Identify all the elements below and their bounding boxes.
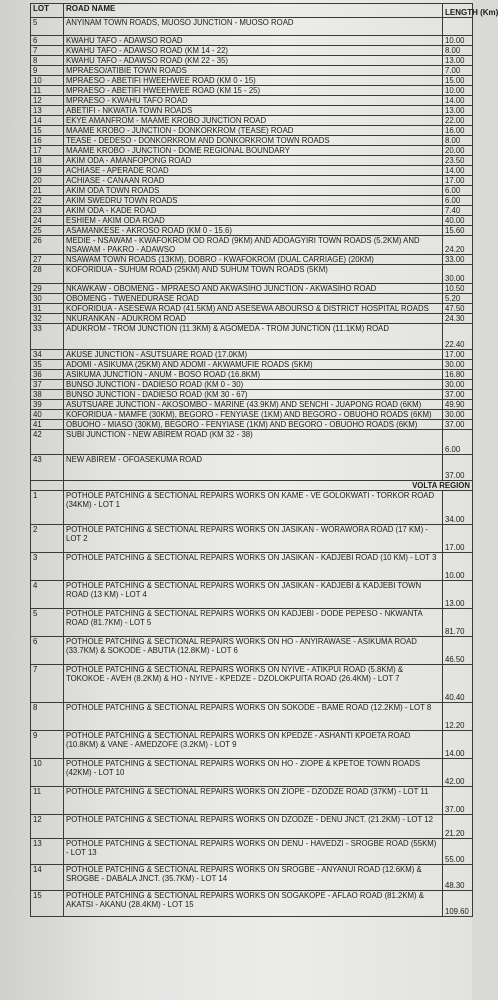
road-name-cell: BUNSO JUNCTION - DADIESO ROAD (KM 0 - 30): [64, 380, 443, 390]
lot-cell: 3: [31, 553, 64, 581]
road-name-cell: MEDIE - NSAWAM - KWAFOKROM OD ROAD (9KM) AND ADOAGYIRI TOWN ROADS (5.2KM) AND NSAWAM - PAKRO - ADAWSO: [64, 236, 443, 255]
table-row: [31, 420, 473, 430]
table-row: [31, 265, 473, 284]
lot-cell: 33: [31, 324, 64, 350]
road-name-cell: POTHOLE PATCHING & SECTIONAL REPAIRS WORKS ON KADJEBI - DODE PEPESO - NKWANTA ROAD (81.7KM) - LOT 5: [64, 609, 443, 637]
lot-cell: 28: [31, 265, 64, 284]
length-cell: 24.30: [443, 314, 473, 324]
table-row: [31, 787, 473, 815]
length-cell: 16.80: [443, 370, 473, 380]
table-row: [31, 891, 473, 917]
road-name-cell: BUNSO JUNCTION - DADIESO ROAD (KM 30 - 67): [64, 390, 443, 400]
road-name-cell: POTHOLE PATCHING & SECTIONAL REPAIRS WORKS ON JASIKAN - KADJEBI ROAD (10 KM) - LOT 3: [64, 553, 443, 581]
table-row: [31, 206, 473, 216]
table-row: [31, 370, 473, 380]
table-row: [31, 166, 473, 176]
road-name-cell: OBOMENG - TWENEDURASE ROAD: [64, 294, 443, 304]
table-row: [31, 86, 473, 96]
road-name-cell: AKUSE JUNCTION - ASUTSUARE ROAD (17.0KM): [64, 350, 443, 360]
length-cell: 13.00: [443, 106, 473, 116]
length-cell: 10.00: [443, 553, 473, 581]
table-row: [31, 314, 473, 324]
table-row: [31, 350, 473, 360]
lot-cell: 8: [31, 56, 64, 66]
road-name-cell: POTHOLE PATCHING & SECTIONAL REPAIRS WORKS ON SOKODE - BAME ROAD (12.2KM) - LOT 8: [64, 703, 443, 731]
table-row: [31, 294, 473, 304]
road-name-cell: KOFORIDUA - MAMFE (30KM), BEGORO - FENYIASE (1KM) AND BEGORO - OBUOHO ROADS (6KM): [64, 410, 443, 420]
lot-column-header: LOT: [31, 4, 64, 18]
table-row: [31, 553, 473, 581]
length-cell: 55.00: [443, 839, 473, 865]
lot-cell: 39: [31, 400, 64, 410]
road-name-cell: MPRAESO - ABETIFI HWEEHWEE ROAD (KM 0 - 15): [64, 76, 443, 86]
lot-cell: 32: [31, 314, 64, 324]
table-row: [31, 525, 473, 553]
table-row: [31, 156, 473, 166]
lot-cell: 21: [31, 186, 64, 196]
length-cell: 37.00: [443, 455, 473, 481]
road-name-cell: AKIM ODA - AMANFOPONG ROAD: [64, 156, 443, 166]
table-row: [31, 66, 473, 76]
table-row: [31, 759, 473, 787]
road-name-cell: ADUKROM - TROM JUNCTION (11.3KM) & AGOMEDA - TROM JUNCTION (11.1KM) ROAD: [64, 324, 443, 350]
lot-cell: 10: [31, 76, 64, 86]
road-name-cell: POTHOLE PATCHING & SECTIONAL REPAIRS WORKS ON DENU - HAVEDZI - SROGBE ROAD (55KM) - LOT 13: [64, 839, 443, 865]
lot-cell: 34: [31, 350, 64, 360]
road-name-cell: POTHOLE PATCHING & SECTIONAL REPAIRS WORKS ON SROGBE - ANYANUI ROAD (12.6KM) & SROGBE - DABALA JNCT. (35.7KM) - LOT 14: [64, 865, 443, 891]
road-name-cell: POTHOLE PATCHING & SECTIONAL REPAIRS WORKS ON KAME - VE GOLOKWATI - TORKOR ROAD (34KM) - LOT 1: [64, 491, 443, 525]
lot-cell: 19: [31, 166, 64, 176]
lot-cell: 20: [31, 176, 64, 186]
eastern-region-rows: [31, 18, 473, 481]
road-name-cell: AKIM SWEDRU TOWN ROADS: [64, 196, 443, 206]
lot-cell: 14: [31, 865, 64, 891]
table-row: [31, 226, 473, 236]
lot-cell: 4: [31, 581, 64, 609]
length-cell: 10.50: [443, 284, 473, 294]
table-row: [31, 581, 473, 609]
lot-cell: 6: [31, 36, 64, 46]
road-name-cell: KWAHU TAFO - ADAWSO ROAD (KM 22 - 35): [64, 56, 443, 66]
length-cell: 15.60: [443, 226, 473, 236]
length-cell: 21.20: [443, 815, 473, 839]
table-row: [31, 839, 473, 865]
road-name-cell: MPRAESO - KWAHU TAFO ROAD: [64, 96, 443, 106]
table-row: [31, 865, 473, 891]
table-row: [31, 380, 473, 390]
length-cell: 81.70: [443, 609, 473, 637]
table-row: [31, 56, 473, 66]
lot-cell: 43: [31, 455, 64, 481]
table-row: [31, 410, 473, 420]
road-name-cell: POTHOLE PATCHING & SECTIONAL REPAIRS WORKS ON HO - ZIOPE & KPETOE TOWN ROADS (42KM) - LOT 10: [64, 759, 443, 787]
table-row: [31, 116, 473, 126]
length-cell: 5.20: [443, 294, 473, 304]
length-cell: 10.00: [443, 86, 473, 96]
lot-cell: 38: [31, 390, 64, 400]
table-row: [31, 815, 473, 839]
lot-cell: 5: [31, 18, 64, 36]
length-cell: 47.50: [443, 304, 473, 314]
table-row: [31, 46, 473, 56]
lot-cell: 41: [31, 420, 64, 430]
length-cell: 20.00: [443, 146, 473, 156]
length-cell: 8.00: [443, 136, 473, 146]
table-row: [31, 76, 473, 86]
road-name-cell: EKYE AMANFROM - MAAME KROBO JUNCTION ROAD: [64, 116, 443, 126]
table-row: [31, 609, 473, 637]
road-name-cell: TEASE - DEDESO - DONKORKROM AND DONKORKROM TOWN ROADS: [64, 136, 443, 146]
length-cell: 15.00: [443, 76, 473, 86]
road-name-cell: POTHOLE PATCHING & SECTIONAL REPAIRS WORKS ON ZIOPE - DZODZE ROAD (37KM) - LOT 11: [64, 787, 443, 815]
length-cell: 14.00: [443, 96, 473, 106]
road-name-cell: OBUOHO - MIASO (30KM), BEGORO - FENYIASE (1KM) AND BEGORO - OBUOHO ROADS (6KM): [64, 420, 443, 430]
length-cell: 37.00: [443, 787, 473, 815]
length-cell: 22.00: [443, 116, 473, 126]
length-cell: 30.00: [443, 380, 473, 390]
table-row: [31, 146, 473, 156]
table-header-row: [31, 4, 473, 18]
length-cell: 17.00: [443, 176, 473, 186]
length-cell: 34.00: [443, 491, 473, 525]
table-row: [31, 455, 473, 481]
road-name-cell: POTHOLE PATCHING & SECTIONAL REPAIRS WORKS ON JASIKAN - WORAWORA ROAD (17 KM) - LOT 2: [64, 525, 443, 553]
road-lots-table: [30, 3, 498, 917]
length-cell: 30.00: [443, 265, 473, 284]
road-name-cell: NEW ABIREM - OFOASEKUMA ROAD: [64, 455, 443, 481]
length-cell: 30.00: [443, 410, 473, 420]
lot-cell: 6: [31, 637, 64, 665]
length-cell: 46.50: [443, 637, 473, 665]
volta-region-label: VOLTA REGION: [64, 481, 473, 491]
lot-cell: 27: [31, 255, 64, 265]
lot-cell: 16: [31, 136, 64, 146]
road-name-cell: MAAME KROBO - JUNCTION - DONKORKROM (TEASE) ROAD: [64, 126, 443, 136]
road-name-cell: ANYINAM TOWN ROADS, MUOSO JUNCTION - MUOSO ROAD: [64, 18, 443, 36]
table-row: [31, 731, 473, 759]
lot-cell: 15: [31, 891, 64, 917]
road-name-cell: MPRAESO/ATIBIE TOWN ROADS: [64, 66, 443, 76]
table-row: [31, 430, 473, 455]
road-name-cell: ASIKUMA JUNCTION - ANUM - BOSO ROAD (16.8KM): [64, 370, 443, 380]
table-row: [31, 126, 473, 136]
table-row: [31, 360, 473, 370]
volta-region-rows: [31, 491, 473, 917]
road-name-cell: KWAHU TAFO - ADAWSO ROAD (KM 14 - 22): [64, 46, 443, 56]
road-name-cell: AKIM ODA - KADE ROAD: [64, 206, 443, 216]
lot-cell: 14: [31, 116, 64, 126]
length-cell: 22.40: [443, 324, 473, 350]
lot-cell: 25: [31, 226, 64, 236]
length-cell: 37.00: [443, 390, 473, 400]
lot-cell: 22: [31, 196, 64, 206]
lot-cell: 10: [31, 759, 64, 787]
table-row: [31, 304, 473, 314]
length-cell: 14.00: [443, 731, 473, 759]
lot-cell: 5: [31, 609, 64, 637]
lot-cell: 2: [31, 525, 64, 553]
road-name-cell: KWAHU TAFO - ADAWSO ROAD: [64, 36, 443, 46]
lot-cell: 12: [31, 815, 64, 839]
table-row: [31, 284, 473, 294]
lot-cell: 35: [31, 360, 64, 370]
lot-cell: 13: [31, 106, 64, 116]
length-cell: 17.00: [443, 525, 473, 553]
lot-cell: 15: [31, 126, 64, 136]
lot-cell: 12: [31, 96, 64, 106]
table-row: [31, 96, 473, 106]
road-name-cell: KOFORIDUA - ASESEWA ROAD (41.5KM) AND ASESEWA ABOURSO & DISTRICT HOSPITAL ROADS: [64, 304, 443, 314]
road-name-cell: ADOMI - ASIKUMA (25KM) AND ADOMI - AKWAMUFIE ROADS (5KM): [64, 360, 443, 370]
road-name-cell: ACHIASE - CANAAN ROAD: [64, 176, 443, 186]
road-name-cell: POTHOLE PATCHING & SECTIONAL REPAIRS WORKS ON JASIKAN - KADJEBI & KADJEBI TOWN ROAD (13 KM) - LOT 4: [64, 581, 443, 609]
length-cell: 30.00: [443, 360, 473, 370]
road-name-cell: POTHOLE PATCHING & SECTIONAL REPAIRS WORKS ON HO - ANYIRAWASE - ASIKUMA ROAD (33.7KM) & SOKODE - ABUTIA (12.8KM) - LOT 6: [64, 637, 443, 665]
lot-cell: 30: [31, 294, 64, 304]
lot-cell: 31: [31, 304, 64, 314]
lot-cell: 40: [31, 410, 64, 420]
lot-cell: 18: [31, 156, 64, 166]
table-row: [31, 36, 473, 46]
lot-cell: 24: [31, 216, 64, 226]
road-name-cell: NKAWKAW - OBOMENG - MPRAESO AND AKWASIHO JUNCTION - AKWASIHO ROAD: [64, 284, 443, 294]
length-cell: 23.50: [443, 156, 473, 166]
region-header-row: [31, 481, 473, 491]
lot-cell: 37: [31, 380, 64, 390]
length-cell: 7.00: [443, 66, 473, 76]
length-cell: 40.40: [443, 665, 473, 703]
length-cell: 17.00: [443, 350, 473, 360]
road-name-cell: POTHOLE PATCHING & SECTIONAL REPAIRS WORKS ON NYIVE - ATIKPUI ROAD (5.8KM) & TOKOKOE - AVEH (8.2KM) & HO - NYIVE - KPEDZE - DZOLOKPUITA ROAD (26.4KM) - LOT 7: [64, 665, 443, 703]
length-cell: 6.00: [443, 196, 473, 206]
length-cell: 16.00: [443, 126, 473, 136]
road-name-cell: POTHOLE PATCHING & SECTIONAL REPAIRS WORKS ON KPEDZE - ASHANTI KPOETA ROAD (10.8KM) & VANE - AMEDZOFE (3.2KM) - LOT 9: [64, 731, 443, 759]
length-cell: 48.30: [443, 865, 473, 891]
length-cell: 6.00: [443, 186, 473, 196]
table-row: [31, 255, 473, 265]
length-cell: 40.00: [443, 216, 473, 226]
table-row: [31, 18, 473, 36]
table-row: [31, 106, 473, 116]
table-row: [31, 136, 473, 146]
length-cell: 13.00: [443, 56, 473, 66]
road-name-cell: KOFORIDUA - SUHUM ROAD (25KM) AND SUHUM TOWN ROADS (5KM): [64, 265, 443, 284]
length-cell: 6.00: [443, 430, 473, 455]
road-name-cell: POTHOLE PATCHING & SECTIONAL REPAIRS WORKS ON DZODZE - DENU JNCT. (21.2KM) - LOT 12: [64, 815, 443, 839]
lot-cell: 1: [31, 491, 64, 525]
lot-cell: 9: [31, 66, 64, 76]
table-row: [31, 196, 473, 206]
road-name-cell: MAAME KROBO - JUNCTION - DOME REGIONAL BOUNDARY: [64, 146, 443, 156]
length-cell: 12.20: [443, 703, 473, 731]
lot-cell: 42: [31, 430, 64, 455]
road-name-cell: NSAWAM TOWN ROADS (13KM), DOBRO - KWAFOKROM (DUAL CARRIAGE) (20KM): [64, 255, 443, 265]
table-row: [31, 176, 473, 186]
road-name-cell: NKURANKAN - ADUKROM ROAD: [64, 314, 443, 324]
length-cell: 14.00: [443, 166, 473, 176]
length-cell: 8.00: [443, 46, 473, 56]
table-row: [31, 216, 473, 226]
lot-cell: 8: [31, 703, 64, 731]
table-row: [31, 703, 473, 731]
length-cell: 7.40: [443, 206, 473, 216]
length-cell: [443, 18, 473, 36]
road-name-cell: ESHIEM - AKIM ODA ROAD: [64, 216, 443, 226]
road-name-cell: MPRAESO - ABETIFI HWEEHWEE ROAD (KM 15 - 25): [64, 86, 443, 96]
road-name-cell: AKIM ODA TOWN ROADS: [64, 186, 443, 196]
length-cell: 37.00: [443, 420, 473, 430]
length-cell: 10.00: [443, 36, 473, 46]
length-cell: 13.00: [443, 581, 473, 609]
table-row: [31, 186, 473, 196]
table-row: [31, 324, 473, 350]
lot-cell: 9: [31, 731, 64, 759]
road-name-cell: POTHOLE PATCHING & SECTIONAL REPAIRS WORKS ON SOGAKOPE - AFLAO ROAD (81.2KM) & AKATSI - AKANU (28.4KM) - LOT 15: [64, 891, 443, 917]
lot-cell: 26: [31, 236, 64, 255]
lot-cell: 13: [31, 839, 64, 865]
lot-cell: 7: [31, 46, 64, 56]
lot-cell: 23: [31, 206, 64, 216]
region-spacer: [31, 481, 64, 491]
road-name-column-header: ROAD NAME: [64, 4, 443, 18]
length-cell: 109.60: [443, 891, 473, 917]
table-row: [31, 665, 473, 703]
road-name-cell: ACHIASE - APERADE ROAD: [64, 166, 443, 176]
length-column-header: LENGTH (Km): [443, 4, 473, 18]
lot-cell: 7: [31, 665, 64, 703]
table-row: [31, 236, 473, 255]
lot-cell: 29: [31, 284, 64, 294]
road-name-cell: ASAMANKESE - AKROSO ROAD (KM 0 - 15.6): [64, 226, 443, 236]
table-row: [31, 400, 473, 410]
table-row: [31, 390, 473, 400]
lot-cell: 17: [31, 146, 64, 156]
lot-cell: 11: [31, 86, 64, 96]
road-name-cell: ASUTSUARE JUNCTION - AKOSOMBO - MARINE (43.9KM) AND SENCHI - JUAPONG ROAD (6KM): [64, 400, 443, 410]
length-cell: 33.00: [443, 255, 473, 265]
road-name-cell: SUBI JUNCTION - NEW ABIREM ROAD (KM 32 - 38): [64, 430, 443, 455]
length-cell: 42.00: [443, 759, 473, 787]
lot-cell: 11: [31, 787, 64, 815]
table-row: [31, 637, 473, 665]
road-name-cell: ABETIFI - NKWATIA TOWN ROADS: [64, 106, 443, 116]
lot-cell: 36: [31, 370, 64, 380]
length-cell: 49.90: [443, 400, 473, 410]
table-row: [31, 491, 473, 525]
length-cell: 24.20: [443, 236, 473, 255]
